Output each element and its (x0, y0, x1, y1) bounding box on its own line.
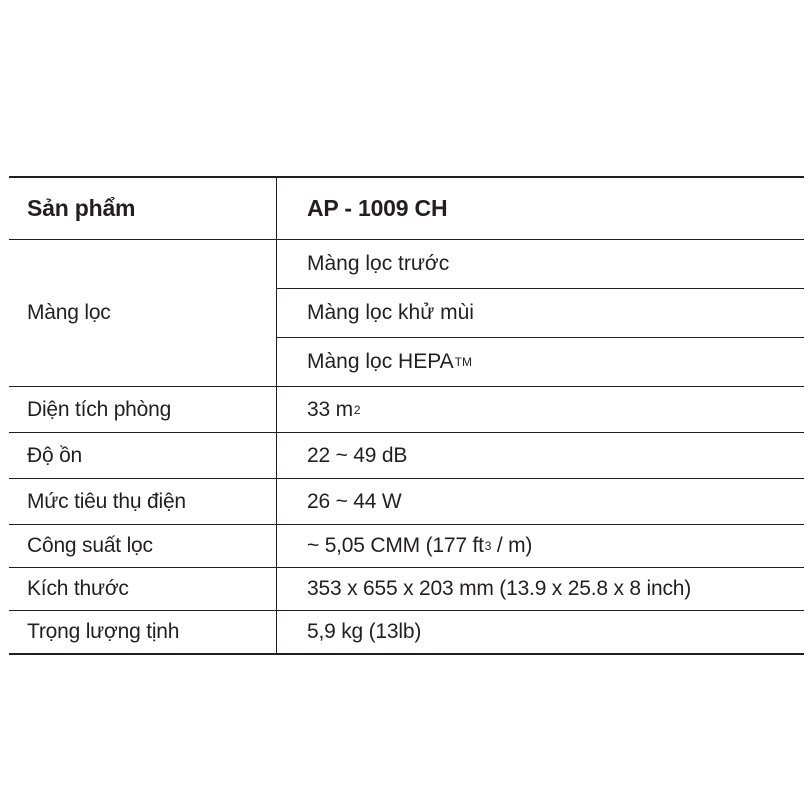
spec-table (9, 176, 804, 655)
filter-list (277, 240, 804, 386)
table-row-noise (9, 432, 804, 478)
table-row-weight (9, 610, 804, 653)
row-value: 33 m 2 (307, 397, 361, 421)
filter-row (9, 239, 804, 386)
table-row-dimensions (9, 567, 804, 610)
row-label: Công suất lọc (9, 525, 277, 567)
row-label: Kích thước (9, 568, 277, 610)
trademark-mark: TM (454, 355, 472, 369)
product-model: AP - 1009 CH (307, 195, 448, 221)
row-value: 5,9 kg (13lb) (307, 620, 422, 643)
header-label: Sản phẩm (9, 178, 277, 239)
row-value: ~ 5,05 CMM (177 ft 3 / m) (307, 534, 533, 557)
filter-item-pre: Màng lọc trước (307, 252, 450, 275)
row-value: 26 ~ 44 W (307, 489, 402, 513)
row-label: Trọng lượng tịnh (9, 611, 277, 653)
row-label: Độ ồn (9, 433, 277, 478)
row-value: 353 x 655 x 203 mm (13.9 x 25.8 x 8 inch) (307, 577, 692, 600)
filter-item-deodorize: Màng lọc khử mùi (277, 288, 804, 337)
filter-label: Màng lọc (9, 240, 277, 386)
table-row-power (9, 478, 804, 524)
table-header-row (9, 178, 804, 239)
row-label: Mức tiêu thụ điện (9, 479, 277, 524)
table-row-capacity (9, 524, 804, 567)
row-label: Diện tích phòng (9, 387, 277, 432)
filter-item-hepa: Màng lọc HEPA TM (277, 337, 804, 386)
row-value: 22 ~ 49 dB (307, 443, 408, 467)
table-row-room-area (9, 386, 804, 432)
